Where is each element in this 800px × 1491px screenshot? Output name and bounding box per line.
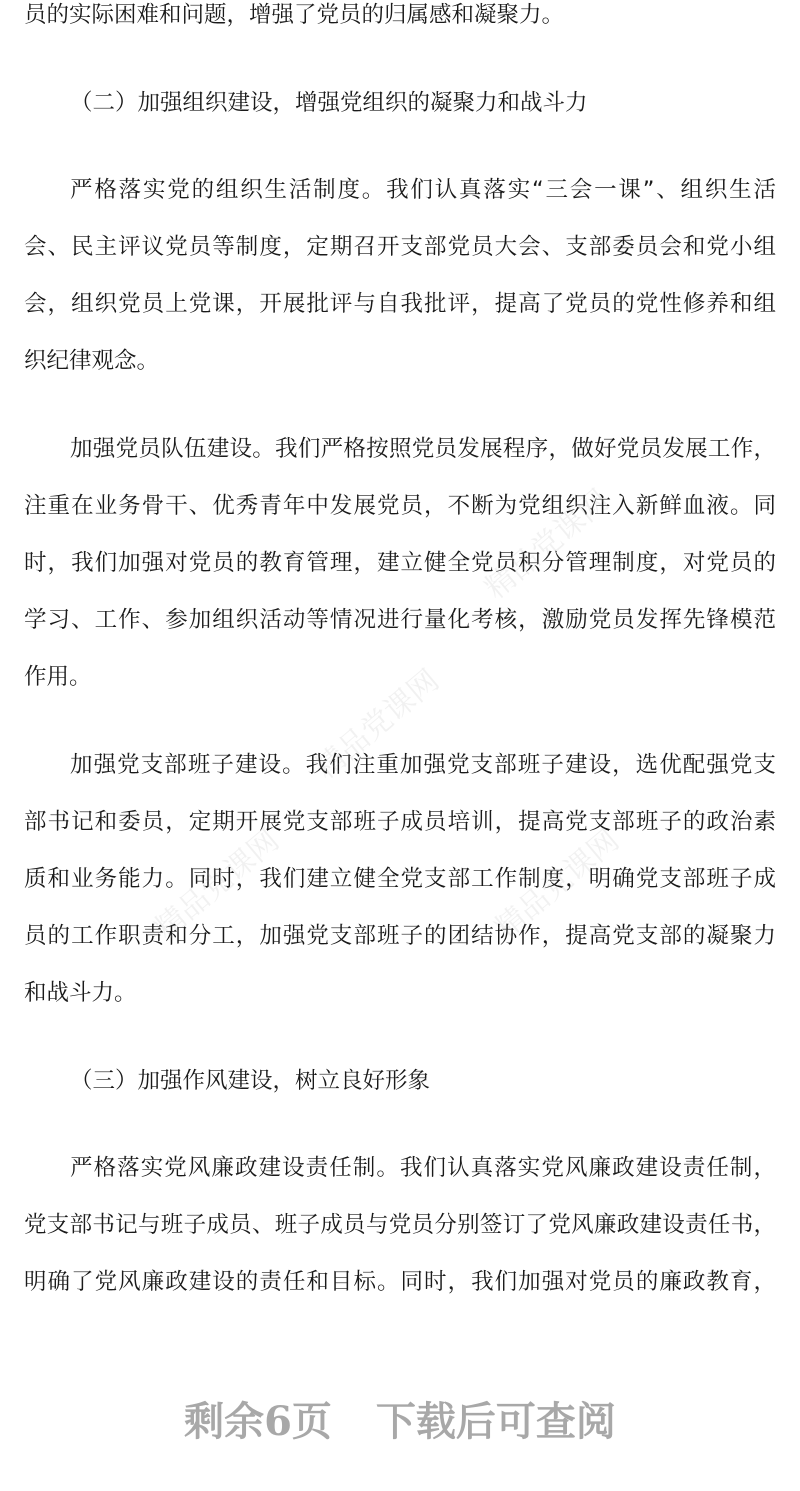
remaining-pages-label: 剩余6页 — [184, 1398, 332, 1445]
paragraph — [24, 1140, 776, 1311]
text-line: 加强党员队伍建设。我们严格按照党员发展程序，做好党员发展工作， — [70, 436, 776, 462]
download-prompt[interactable] — [0, 1390, 800, 1447]
watermark: 精品党课网 — [488, 823, 626, 947]
paragraph — [24, 0, 776, 44]
section-heading — [24, 75, 776, 132]
paragraph — [24, 737, 776, 1022]
text-line: 党支部书记与班子成员、班子成员与党员分别签订了党风廉政建设责任书， — [24, 1212, 776, 1238]
text-line: （二）加强组织建设，增强党组织的凝聚力和战斗力 — [70, 90, 588, 116]
text-line: 会、民主评议党员等制度，定期召开支部党员大会、支部委员会和党小组 — [24, 234, 776, 260]
text-line: 会，组织党员上党课，开展批评与自我批评，提高了党员的党性修养和组 — [24, 291, 776, 317]
paragraph — [24, 162, 776, 390]
text-line: 注重在业务骨干、优秀青年中发展党员，不断为党组织注入新鲜血液。同 — [24, 493, 776, 519]
text-line: 加强党支部班子建设。我们注重加强党支部班子建设，选优配强党支 — [70, 752, 776, 778]
text-line: 严格落实党风廉政建设责任制。我们认真落实党风廉政建设责任制， — [70, 1155, 776, 1181]
text-line: 时，我们加强对党员的教育管理，建立健全党员积分管理制度，对党员的 — [24, 550, 776, 576]
text-line: 员的实际困难和问题，增强了党员的归属感和凝聚力。 — [24, 2, 565, 28]
text-line: 严格落实党的组织生活制度。我们认真落实“三会一课”、组织生活 — [70, 177, 776, 203]
text-line: 质和业务能力。同时，我们建立健全党支部工作制度，明确党支部班子成 — [24, 866, 776, 892]
document-body — [24, 0, 776, 1342]
section-heading — [24, 1053, 776, 1110]
text-line: （三）加强作风建设，树立良好形象 — [70, 1068, 431, 1094]
watermark: 精品党课网 — [148, 823, 286, 947]
text-line: 学习、工作、参加组织活动等情况进行量化考核，激励党员发挥先锋模范 — [24, 607, 776, 633]
watermark: 精品党课网 — [308, 663, 446, 787]
download-to-view-label: 下载后可查阅 — [375, 1398, 616, 1445]
paragraph — [24, 421, 776, 706]
watermark: 精品党课网 — [478, 483, 616, 607]
text-line: 部书记和委员，定期开展党支部班子成员培训，提高党支部班子的政治素 — [24, 809, 776, 835]
text-line: 作用。 — [24, 664, 92, 690]
text-line: 和战斗力。 — [24, 980, 137, 1006]
text-line: 织纪律观念。 — [24, 348, 160, 374]
text-line: 员的工作职责和分工，加强党支部班子的团结协作，提高党支部的凝聚力 — [24, 923, 776, 949]
text-line: 明确了党风廉政建设的责任和目标。同时，我们加强对党员的廉政教育， — [24, 1269, 776, 1295]
